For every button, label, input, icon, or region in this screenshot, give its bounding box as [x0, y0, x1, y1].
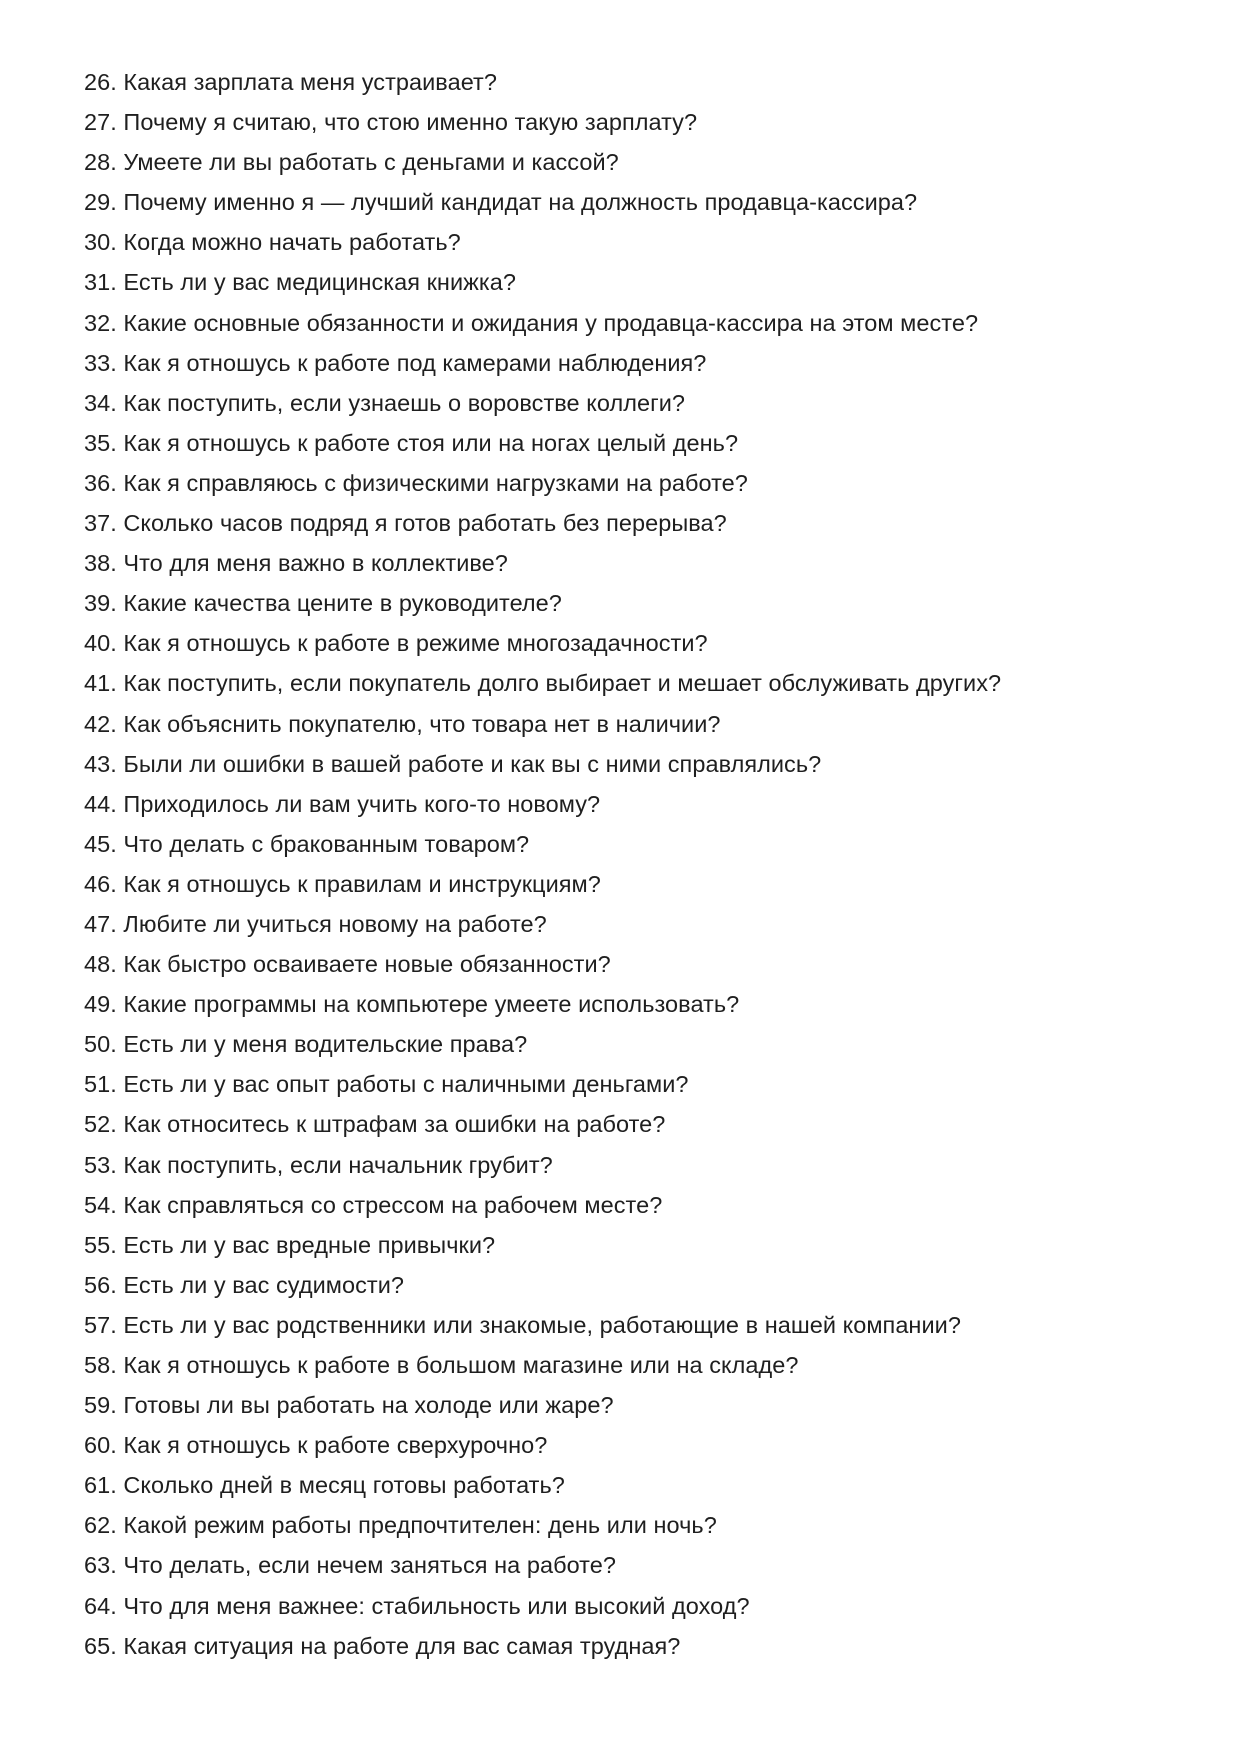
question-item: 33. Как я отношусь к работе под камерами наблюдения?: [84, 349, 707, 376]
question-item: 59. Готовы ли вы работать на холоде или жаре?: [84, 1392, 614, 1419]
question-item: 47. Любите ли учиться новому на работе?: [84, 910, 547, 937]
question-item: 60. Как я отношусь к работе сверхурочно?: [84, 1432, 548, 1459]
question-item: 65. Какая ситуация на работе для вас самая трудная?: [84, 1632, 681, 1659]
question-item: 54. Как справляться со стрессом на рабочем месте?: [84, 1191, 663, 1218]
question-item: 50. Есть ли у меня водительские права?: [84, 1031, 528, 1058]
question-item: 61. Сколько дней в месяц готовы работать?: [84, 1472, 565, 1499]
question-item: 53. Как поступить, если начальник грубит?: [84, 1151, 553, 1178]
question-item: 48. Как быстро осваиваете новые обязанности?: [84, 951, 611, 978]
question-item: 64. Что для меня важнее: стабильность или высокий доход?: [84, 1592, 750, 1619]
question-item: 35. Как я отношусь к работе стоя или на ногах целый день?: [84, 429, 739, 456]
question-item: 56. Есть ли у вас судимости?: [84, 1271, 405, 1298]
question-item: 51. Есть ли у вас опыт работы с наличными деньгами?: [84, 1071, 689, 1098]
question-item: 45. Что делать с бракованным товаром?: [84, 830, 530, 857]
question-item: 36. Как я справляюсь с физическими нагрузками на работе?: [84, 469, 748, 496]
question-item: 38. Что для меня важно в коллективе?: [84, 550, 508, 577]
question-item: 62. Какой режим работы предпочтителен: день или ночь?: [84, 1512, 717, 1539]
question-item: 49. Какие программы на компьютере умеете использовать?: [84, 991, 740, 1018]
question-item: 30. Когда можно начать работать?: [84, 229, 461, 256]
question-item: 42. Как объяснить покупателю, что товара нет в наличии?: [84, 710, 721, 737]
question-item: 37. Сколько часов подряд я готов работать без перерыва?: [84, 510, 727, 537]
question-item: 57. Есть ли у вас родственники или знакомые, работающие в нашей компании?: [84, 1311, 961, 1338]
question-item: 46. Как я отношусь к правилам и инструкциям?: [84, 870, 601, 897]
question-list: [84, 62, 1164, 1666]
question-item: 40. Как я отношусь к работе в режиме многозадачности?: [84, 630, 708, 657]
question-item: 55. Есть ли у вас вредные привычки?: [84, 1231, 496, 1258]
question-item: 32. Какие основные обязанности и ожидания у продавца-кассира на этом месте?: [84, 309, 979, 336]
question-item: 63. Что делать, если нечем заняться на работе?: [84, 1552, 616, 1579]
question-item: 44. Приходилось ли вам учить кого-то новому?: [84, 790, 601, 817]
question-item: 41. Как поступить, если покупатель долго выбирает и мешает обслуживать других?: [84, 670, 1002, 697]
question-item: 43. Были ли ошибки в вашей работе и как вы с ними справлялись?: [84, 750, 822, 777]
question-item: 31. Есть ли у вас медицинская книжка?: [84, 269, 516, 296]
question-item: 58. Как я отношусь к работе в большом магазине или на складе?: [84, 1352, 799, 1378]
question-item: 28. Умеете ли вы работать с деньгами и кассой?: [84, 149, 619, 176]
question-item: 27. Почему я считаю, что стою именно такую зарплату?: [84, 109, 698, 136]
question-item: 34. Как поступить, если узнаешь о воровстве коллеги?: [84, 389, 686, 416]
question-item: 52. Как относитесь к штрафам за ошибки на работе?: [84, 1111, 666, 1138]
question-item: 29. Почему именно я — лучший кандидат на должность продавца-кассира?: [84, 189, 918, 216]
question-item: 39. Какие качества цените в руководителе?: [84, 590, 562, 617]
question-item: 26. Какая зарплата меня устраивает?: [84, 69, 497, 95]
